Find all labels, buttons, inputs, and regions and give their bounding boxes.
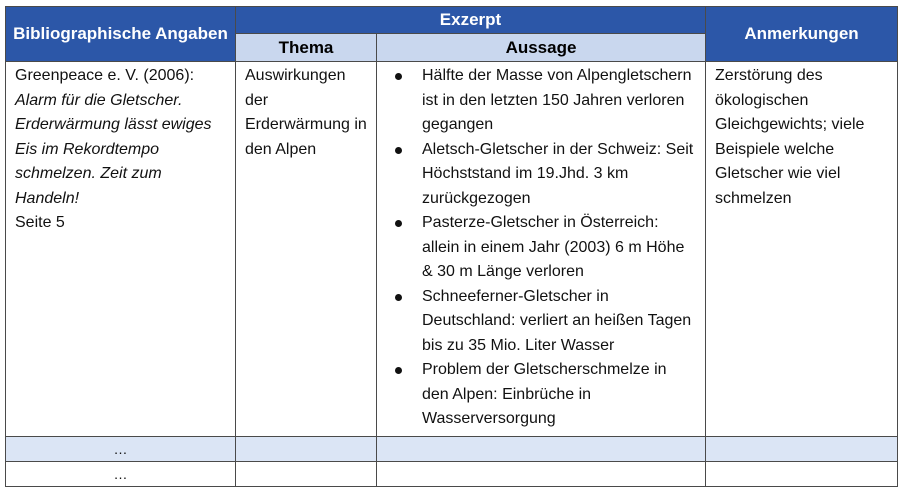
list-item: Schneeferner-Gletscher in Deutschland: verliert an heißen Tagen bis zu 35 Mio. Liter Wasser	[386, 285, 697, 359]
excerpt-table	[5, 6, 898, 487]
aussage-list	[386, 64, 697, 432]
empty-cell	[236, 461, 377, 486]
header-aussage: Aussage	[377, 34, 706, 62]
bullet-icon	[395, 367, 402, 374]
bib-title: Alarm für die Gletscher. Erderwärmung lässt ewiges Eis im Rekordtempo schmelzen. Zeit zum Handeln!	[15, 91, 212, 207]
header-notes: Anmerkungen	[706, 7, 898, 62]
table-row	[6, 461, 898, 486]
header-bibliographic: Bibliographische Angaben	[6, 7, 236, 62]
bullet-icon	[395, 220, 402, 227]
list-item: Pasterze-Gletscher in Österreich: allein in einem Jahr (2003) 6 m Höhe & 30 m Länge verloren	[386, 211, 697, 285]
table-row	[6, 62, 898, 437]
thema-cell: Auswirkungen der Erderwärmung in den Alpen	[236, 62, 377, 437]
ellipsis-cell: …	[6, 436, 236, 461]
header-excerpt: Exzerpt	[236, 7, 706, 34]
bullet-icon	[395, 73, 402, 80]
empty-cell	[377, 461, 706, 486]
excerpt-table-wrapper	[5, 6, 897, 487]
ellipsis-cell: …	[6, 461, 236, 486]
aussage-cell	[377, 62, 706, 437]
list-item: Problem der Gletscherschmelze in den Alpen: Einbrüche in Wasserversorgung	[386, 358, 697, 432]
notes-cell: Zerstörung des ökologischen Gleichgewichts; viele Beispiele welche Gletscher wie viel schmelzen	[706, 62, 898, 437]
bib-author: Greenpeace e. V. (2006):	[15, 67, 195, 84]
bib-page: Seite 5	[15, 214, 65, 231]
bib-cell	[6, 62, 236, 437]
empty-cell	[236, 436, 377, 461]
bullet-icon	[395, 147, 402, 154]
list-item: Hälfte der Masse von Alpengletschern ist in den letzten 150 Jahren verloren gegangen	[386, 64, 697, 138]
bullet-icon	[395, 294, 402, 301]
empty-cell	[706, 461, 898, 486]
list-item: Aletsch-Gletscher in der Schweiz: Seit Höchststand im 19.Jhd. 3 km zurückgezogen	[386, 138, 697, 212]
table-row	[6, 436, 898, 461]
empty-cell	[706, 436, 898, 461]
empty-cell	[377, 436, 706, 461]
header-thema: Thema	[236, 34, 377, 62]
